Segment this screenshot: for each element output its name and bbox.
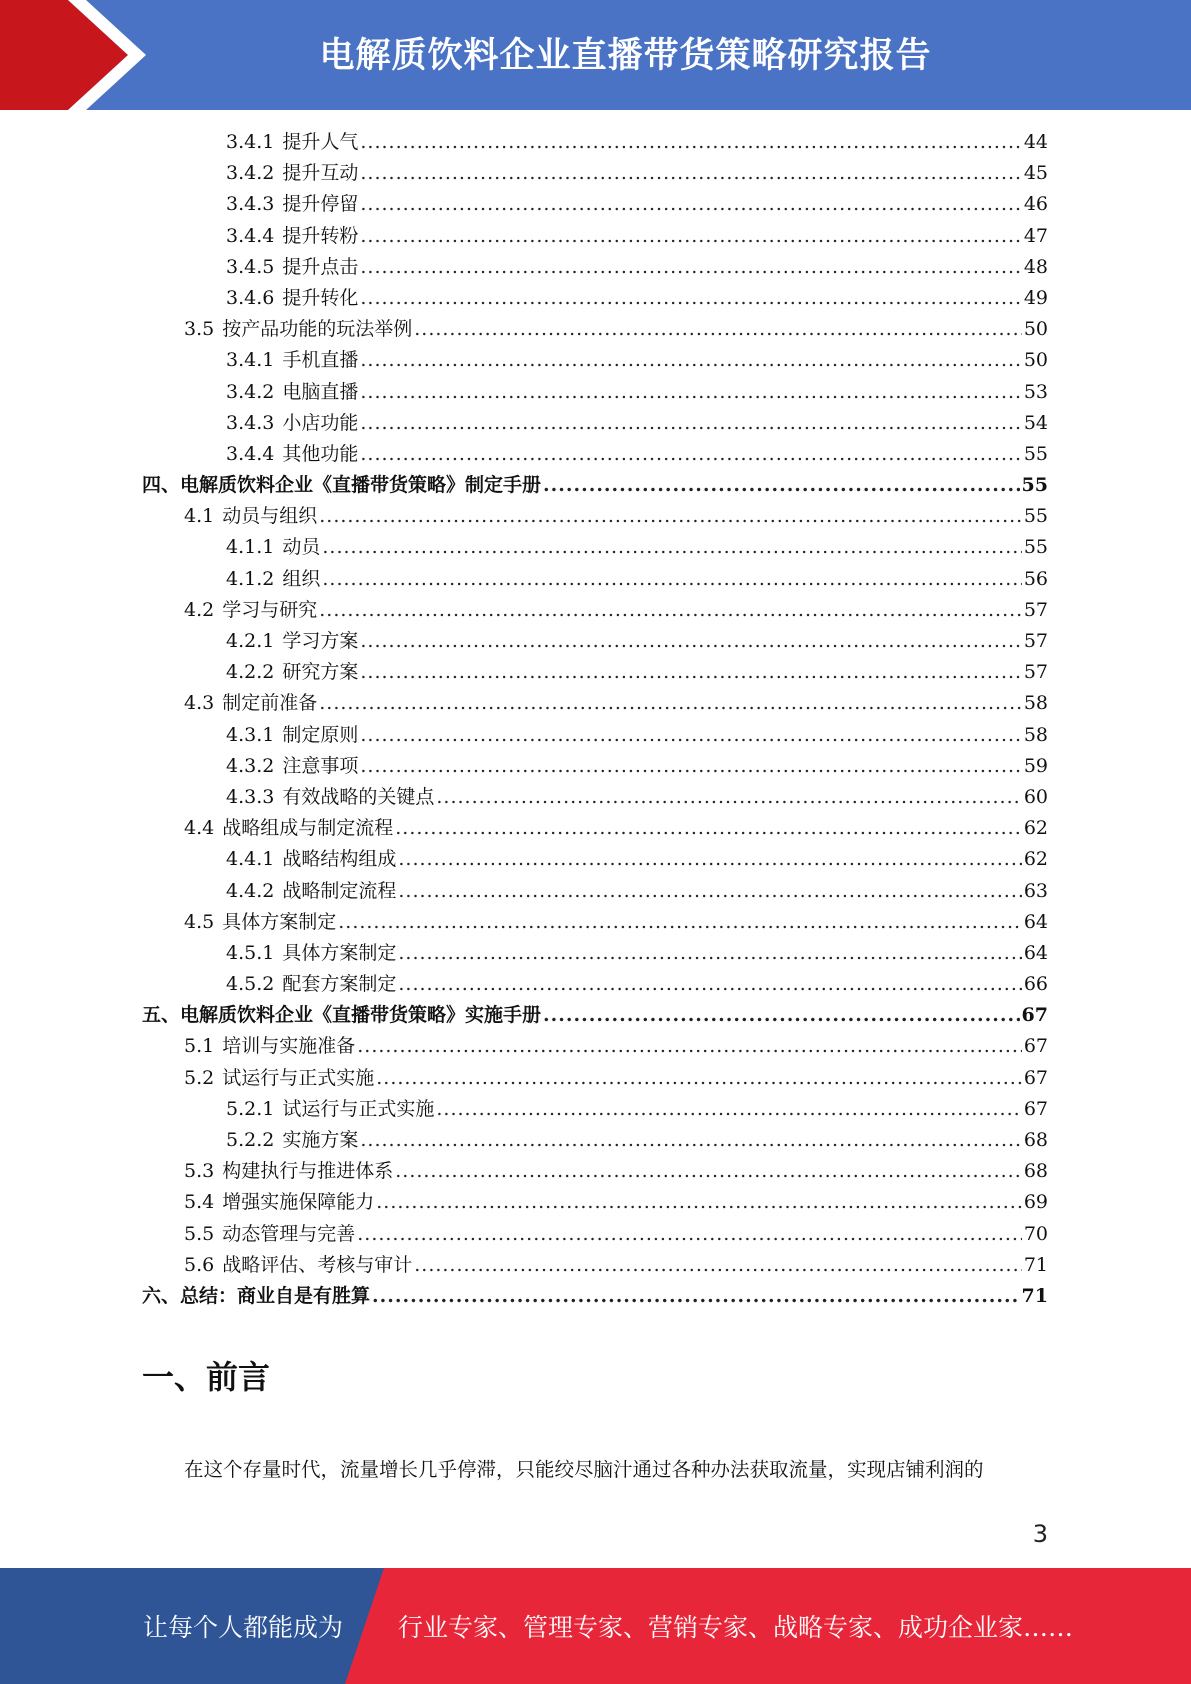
toc-entry-title: 提升互动 bbox=[282, 162, 359, 185]
toc-entry-title: 电脑直播 bbox=[282, 380, 359, 403]
toc-entry-page: 69 bbox=[1023, 1191, 1048, 1214]
toc-dot-leader bbox=[372, 1281, 1020, 1312]
toc-entry-number: 4.5 bbox=[184, 910, 215, 933]
toc-entry-number: 4.2 bbox=[184, 598, 215, 621]
toc-entry-title: 战略组成与制定流程 bbox=[222, 817, 394, 840]
toc-dot-leader bbox=[398, 969, 1021, 1000]
toc-entry-number: 4.2.2 bbox=[226, 661, 275, 684]
toc-entry-page: 59 bbox=[1023, 754, 1048, 777]
toc-entry-page: 64 bbox=[1023, 910, 1048, 933]
toc-entry-number: 3.4.6 bbox=[226, 286, 275, 309]
toc-dot-leader bbox=[398, 844, 1021, 875]
toc-dot-leader bbox=[360, 720, 1021, 751]
toc-entry-page: 46 bbox=[1023, 193, 1048, 216]
section-heading: 一、前言 bbox=[142, 1358, 271, 1396]
toc-entry-page: 55 bbox=[1023, 536, 1048, 559]
toc-entry[interactable] bbox=[142, 127, 1048, 158]
toc-entry[interactable] bbox=[142, 564, 1048, 595]
toc-dot-leader bbox=[398, 938, 1021, 969]
toc-entry-number: 5.2.2 bbox=[226, 1129, 275, 1151]
toc-entry-title: 试运行与正式实施 bbox=[222, 1066, 375, 1089]
toc-entry-title: 战略结构组成 bbox=[282, 848, 397, 871]
toc-entry-number: 4.2.1 bbox=[226, 630, 275, 652]
toc-entry-number: 4.3.2 bbox=[226, 754, 275, 777]
toc-entry-page: 58 bbox=[1023, 692, 1048, 715]
toc-entry-page: 62 bbox=[1023, 817, 1048, 840]
toc-entry[interactable] bbox=[142, 345, 1048, 376]
toc-entry-page: 64 bbox=[1023, 941, 1048, 964]
toc-entry-title: 实施方案 bbox=[282, 1129, 359, 1151]
toc-entry-number: 4.1.2 bbox=[226, 567, 275, 590]
toc-entry-page: 58 bbox=[1023, 723, 1048, 746]
toc-entry-page: 45 bbox=[1023, 162, 1048, 185]
footer-slogan-right: 行业专家、管理专家、营销专家、战略专家、成功企业家…… bbox=[398, 1613, 1074, 1642]
toc-entry-number: 3.4.3 bbox=[226, 193, 275, 216]
toc-entry-title: 制定原则 bbox=[282, 723, 359, 746]
toc-dot-leader bbox=[360, 408, 1021, 439]
toc-entry-page: 66 bbox=[1023, 973, 1048, 996]
toc-entry-title: 小店功能 bbox=[282, 411, 359, 434]
toc-entry[interactable] bbox=[142, 221, 1048, 252]
toc-dot-leader bbox=[436, 1094, 1021, 1125]
toc-entry[interactable] bbox=[142, 158, 1048, 189]
toc-entry-number: 5.1 bbox=[184, 1035, 215, 1058]
toc-dot-leader bbox=[322, 532, 1021, 563]
toc-dot-leader bbox=[360, 283, 1021, 314]
toc-entry-page: 70 bbox=[1023, 1222, 1048, 1245]
toc-entry-title: 提升人气 bbox=[282, 131, 359, 153]
toc-entry-title: 试运行与正式实施 bbox=[282, 1097, 435, 1120]
toc-entry-title: 其他功能 bbox=[282, 442, 359, 465]
toc-dot-leader bbox=[360, 377, 1021, 408]
toc-entry[interactable] bbox=[142, 283, 1048, 314]
page-header bbox=[0, 0, 1191, 110]
toc-entry-number: 5.5 bbox=[184, 1222, 215, 1245]
toc-entry-number: 3.4.2 bbox=[226, 380, 275, 403]
toc-entry-number: 4.5.2 bbox=[226, 973, 275, 996]
toc-entry-title: 提升点击 bbox=[282, 255, 359, 278]
toc-entry[interactable] bbox=[142, 1250, 1048, 1281]
toc-entry-title: 战略评估、考核与审计 bbox=[222, 1253, 413, 1276]
toc-entry[interactable] bbox=[142, 876, 1048, 907]
toc-dot-leader bbox=[360, 127, 1021, 158]
toc-entry[interactable] bbox=[142, 813, 1048, 844]
toc-entry-number: 5.4 bbox=[184, 1191, 215, 1214]
toc-entry-page: 49 bbox=[1023, 286, 1048, 309]
toc-dot-leader bbox=[414, 1250, 1022, 1281]
toc-entry[interactable] bbox=[142, 969, 1048, 1000]
toc-entry[interactable] bbox=[142, 470, 1048, 501]
toc-entry-page: 57 bbox=[1023, 630, 1048, 652]
toc-entry-title: 五、电解质饮料企业《直播带货策略》实施手册 bbox=[142, 1004, 542, 1027]
toc-dot-leader bbox=[395, 1156, 1022, 1187]
toc-entry-number: 5.2.1 bbox=[226, 1097, 275, 1120]
toc-entry-title: 战略制定流程 bbox=[282, 879, 397, 902]
toc-entry[interactable] bbox=[142, 1219, 1048, 1250]
toc-entry-number: 3.4.3 bbox=[226, 411, 275, 434]
toc-entry-number: 3.5 bbox=[184, 318, 215, 341]
footer-slogan-left: 让每个人都能成为 bbox=[143, 1613, 344, 1642]
toc-entry-title: 有效战略的关键点 bbox=[282, 785, 435, 808]
toc-dot-leader bbox=[376, 1063, 1022, 1094]
toc-entry[interactable] bbox=[142, 938, 1048, 969]
toc-entry-number: 4.5.1 bbox=[226, 941, 275, 964]
toc-entry[interactable] bbox=[142, 439, 1048, 470]
toc-dot-leader bbox=[395, 813, 1022, 844]
toc-entry-page: 63 bbox=[1023, 879, 1048, 902]
toc-entry-title: 提升转化 bbox=[282, 286, 359, 309]
toc-entry-number: 4.4.2 bbox=[226, 879, 275, 902]
toc-entry-page: 55 bbox=[1023, 505, 1048, 528]
toc-entry[interactable] bbox=[142, 1281, 1048, 1312]
toc-entry-title: 具体方案制定 bbox=[282, 941, 397, 964]
toc-entry-number: 3.4.5 bbox=[226, 255, 275, 278]
toc-entry-page: 68 bbox=[1023, 1160, 1048, 1183]
toc-entry-number: 3.4.4 bbox=[226, 442, 275, 465]
toc-entry-number: 3.4.1 bbox=[226, 349, 275, 372]
toc-entry-page: 53 bbox=[1023, 380, 1048, 403]
toc-entry[interactable] bbox=[142, 408, 1048, 439]
toc-entry-number: 5.2 bbox=[184, 1066, 215, 1089]
toc-entry-number: 4.3 bbox=[184, 692, 215, 715]
toc-entry-title: 提升转粉 bbox=[282, 224, 359, 247]
toc-entry[interactable] bbox=[142, 657, 1048, 688]
toc-entry-title: 具体方案制定 bbox=[222, 910, 337, 933]
toc-entry-page: 55 bbox=[1021, 474, 1048, 497]
toc-entry-title: 按产品功能的玩法举例 bbox=[222, 318, 413, 341]
toc-dot-leader bbox=[360, 1125, 1021, 1156]
toc-entry-number: 3.4.1 bbox=[226, 131, 275, 153]
toc-entry-page: 56 bbox=[1023, 567, 1048, 590]
toc-entry-page: 44 bbox=[1023, 131, 1048, 153]
toc-entry-title: 组织 bbox=[282, 567, 321, 590]
toc-entry[interactable] bbox=[142, 314, 1048, 345]
toc-entry-number: 4.4.1 bbox=[226, 848, 275, 871]
toc-entry-page: 67 bbox=[1023, 1035, 1048, 1058]
toc-dot-leader bbox=[319, 595, 1022, 626]
toc-entry-title: 动态管理与完善 bbox=[222, 1222, 356, 1245]
toc-entry-title: 制定前准备 bbox=[222, 692, 318, 715]
toc-entry-title: 动员 bbox=[282, 536, 321, 559]
toc-entry-number: 5.3 bbox=[184, 1160, 215, 1183]
toc-entry-number: 4.3.3 bbox=[226, 785, 275, 808]
toc-entry-page: 54 bbox=[1023, 411, 1048, 434]
toc-entry[interactable] bbox=[142, 252, 1048, 283]
toc-entry[interactable] bbox=[142, 1094, 1048, 1125]
page-footer bbox=[0, 1568, 1191, 1684]
toc-dot-leader bbox=[319, 501, 1022, 532]
toc-dot-leader bbox=[360, 626, 1021, 657]
toc-entry[interactable] bbox=[142, 626, 1048, 657]
toc-entry[interactable] bbox=[142, 1125, 1048, 1156]
toc-dot-leader bbox=[360, 221, 1021, 252]
toc-entry[interactable] bbox=[142, 1187, 1048, 1218]
toc-entry-title: 研究方案 bbox=[282, 661, 359, 684]
toc-dot-leader bbox=[376, 1187, 1022, 1218]
toc-dot-leader bbox=[360, 439, 1021, 470]
toc-entry-page: 50 bbox=[1023, 349, 1048, 372]
toc-entry-page: 67 bbox=[1023, 1097, 1048, 1120]
toc-entry[interactable] bbox=[142, 751, 1048, 782]
toc-entry[interactable] bbox=[142, 1031, 1048, 1062]
toc-entry-page: 55 bbox=[1023, 442, 1048, 465]
toc-entry-title: 注意事项 bbox=[282, 754, 359, 777]
toc-entry-number: 4.1.1 bbox=[226, 536, 275, 559]
toc-entry-number: 4.4 bbox=[184, 817, 215, 840]
toc-dot-leader bbox=[360, 657, 1021, 688]
toc-entry[interactable] bbox=[142, 595, 1048, 626]
page-number: 3 bbox=[1032, 1520, 1048, 1548]
toc-entry-page: 50 bbox=[1023, 318, 1048, 341]
toc-dot-leader bbox=[543, 1000, 1020, 1031]
toc-dot-leader bbox=[414, 314, 1022, 345]
toc-entry-title: 四、电解质饮料企业《直播带货策略》制定手册 bbox=[142, 474, 542, 497]
toc-dot-leader bbox=[398, 876, 1021, 907]
toc-entry-number: 3.4.4 bbox=[226, 224, 275, 247]
toc-entry-page: 68 bbox=[1023, 1129, 1048, 1151]
toc-entry-page: 57 bbox=[1023, 598, 1048, 621]
toc-entry[interactable] bbox=[142, 720, 1048, 751]
toc-dot-leader bbox=[338, 907, 1022, 938]
toc-entry[interactable] bbox=[142, 1156, 1048, 1187]
toc-entry-title: 配套方案制定 bbox=[282, 973, 397, 996]
toc-entry-title: 培训与实施准备 bbox=[222, 1035, 356, 1058]
toc-entry[interactable] bbox=[142, 907, 1048, 938]
toc-entry-title: 增强实施保障能力 bbox=[222, 1191, 375, 1214]
toc-dot-leader bbox=[360, 751, 1021, 782]
toc-entry-page: 57 bbox=[1023, 661, 1048, 684]
toc-entry[interactable] bbox=[142, 1063, 1048, 1094]
toc-entry-number: 4.3.1 bbox=[226, 723, 275, 746]
toc-entry-page: 71 bbox=[1023, 1253, 1048, 1276]
toc-entry[interactable] bbox=[142, 688, 1048, 719]
toc-entry-page: 47 bbox=[1023, 224, 1048, 247]
toc-entry[interactable] bbox=[142, 532, 1048, 563]
toc-entry-number: 4.1 bbox=[184, 505, 215, 528]
toc-entry-title: 学习与研究 bbox=[222, 598, 318, 621]
toc-entry-page: 62 bbox=[1023, 848, 1048, 871]
toc-entry-title: 六、总结：商业自是有胜算 bbox=[142, 1284, 371, 1307]
toc-entry[interactable] bbox=[142, 1000, 1048, 1031]
toc-dot-leader bbox=[360, 345, 1021, 376]
toc-entry[interactable] bbox=[142, 844, 1048, 875]
toc-dot-leader bbox=[360, 158, 1021, 189]
body-paragraph: 在这个存量时代，流量增长几乎停滞，只能绞尽脑汁通过各种办法获取流量，实现店铺利润的 bbox=[184, 1458, 984, 1481]
toc-entry-title: 学习方案 bbox=[282, 630, 359, 652]
toc-entry[interactable] bbox=[142, 377, 1048, 408]
toc-entry-page: 71 bbox=[1021, 1284, 1048, 1307]
toc-entry-page: 67 bbox=[1023, 1066, 1048, 1089]
toc-dot-leader bbox=[322, 564, 1021, 595]
toc-entry-title: 提升停留 bbox=[282, 193, 359, 216]
toc-entry-number: 5.6 bbox=[184, 1253, 215, 1276]
toc-dot-leader bbox=[357, 1031, 1022, 1062]
toc-dot-leader bbox=[319, 688, 1022, 719]
toc-entry-page: 67 bbox=[1021, 1004, 1048, 1027]
toc-dot-leader bbox=[360, 252, 1021, 283]
toc-dot-leader bbox=[436, 782, 1021, 813]
toc-dot-leader bbox=[357, 1219, 1022, 1250]
toc-entry-title: 手机直播 bbox=[282, 349, 359, 372]
toc-entry-title: 动员与组织 bbox=[222, 505, 318, 528]
toc-entry-title: 构建执行与推进体系 bbox=[222, 1160, 394, 1183]
toc-entry-number: 3.4.2 bbox=[226, 162, 275, 185]
toc-dot-leader bbox=[543, 470, 1020, 501]
toc-entry-page: 60 bbox=[1023, 785, 1048, 808]
report-title: 电解质饮料企业直播带货策略研究报告 bbox=[319, 36, 932, 76]
toc-entry[interactable] bbox=[142, 501, 1048, 532]
table-of-contents bbox=[142, 127, 1048, 1312]
toc-entry[interactable] bbox=[142, 782, 1048, 813]
toc-entry-page: 48 bbox=[1023, 255, 1048, 278]
toc-dot-leader bbox=[360, 189, 1021, 220]
toc-entry[interactable] bbox=[142, 189, 1048, 220]
